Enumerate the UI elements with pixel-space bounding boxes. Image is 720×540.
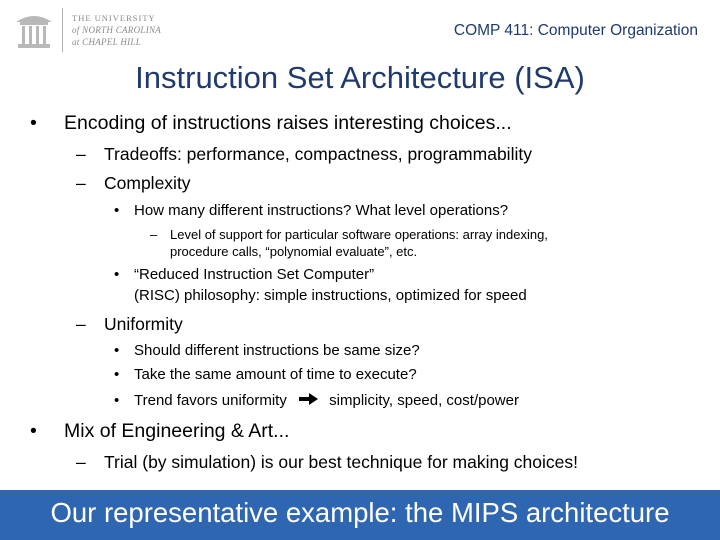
bullet-icon: • xyxy=(114,392,120,409)
dash-icon: – xyxy=(76,144,86,164)
sub-bullet-complexity xyxy=(76,173,191,194)
bullet-icon: • xyxy=(30,112,37,134)
bullet-icon: • xyxy=(114,266,120,283)
sub-bullet-tradeoffs xyxy=(76,144,532,165)
university-name xyxy=(72,12,161,48)
footer-text: Our representative example: the MIPS architecture xyxy=(50,497,670,528)
sub-bullet-uniformity xyxy=(76,314,183,335)
sub-sub-bullet-time xyxy=(114,366,417,383)
bullet-encoding xyxy=(30,112,512,135)
bullet-text: Should different instructions be same size? xyxy=(134,342,420,359)
old-well-icon xyxy=(10,8,58,52)
sub-sub-bullet-instructions xyxy=(114,202,508,219)
level-4-support-cont: procedure calls, “polynomial evaluate”, etc. xyxy=(170,244,418,259)
bullet-text: Complexity xyxy=(104,173,191,193)
course-title: COMP 411: Computer Organization xyxy=(453,22,698,39)
bullet-text: Mix of Engineering & Art... xyxy=(64,420,290,442)
bullet-text: How many different instructions? What level operations? xyxy=(134,202,509,219)
bullet-icon: • xyxy=(114,342,120,359)
right-arrow-icon xyxy=(297,392,321,406)
bullet-text: Take the same amount of time to execute? xyxy=(134,366,417,383)
bullet-text-2: simplicity, speed, cost/power xyxy=(329,392,519,409)
dash-icon: – xyxy=(150,227,158,242)
university-logo xyxy=(10,8,58,52)
sub-sub-bullet-size xyxy=(114,342,420,359)
bullet-text: Level of support for particular software operations: array indexing, xyxy=(170,227,548,242)
sub-sub-bullet-risc xyxy=(114,266,374,283)
bullet-text: Trial (by simulation) is our best technique for making choices! xyxy=(104,452,578,472)
bullet-mix xyxy=(30,420,289,443)
bullet-icon: • xyxy=(30,420,37,442)
level-4-support xyxy=(150,227,548,242)
logo-line-2: of NORTH CAROLINA xyxy=(72,25,162,35)
dash-icon: – xyxy=(76,452,86,472)
logo-line-1: THE UNIVERSITY xyxy=(72,13,156,23)
bullet-icon: • xyxy=(114,366,120,383)
risc-philosophy: (RISC) philosophy: simple instructions, optimized for speed xyxy=(134,287,527,304)
bullet-text: Tradeoffs: performance, compactness, programmability xyxy=(104,144,532,164)
dash-icon: – xyxy=(76,314,86,334)
slide-title: Instruction Set Architecture (ISA) xyxy=(135,60,585,95)
bullet-text: “Reduced Instruction Set Computer” xyxy=(134,266,375,283)
logo-divider xyxy=(62,8,63,52)
bullet-text: Uniformity xyxy=(104,314,183,334)
sub-sub-bullet-trend xyxy=(114,392,519,409)
bullet-text: Trend favors uniformity xyxy=(134,392,287,409)
bullet-text: Encoding of instructions raises interesting choices... xyxy=(64,112,512,134)
logo-line-3: at CHAPEL HILL xyxy=(72,37,142,47)
bullet-icon: • xyxy=(114,202,120,219)
dash-icon: – xyxy=(76,173,86,193)
sub-bullet-trial xyxy=(76,452,578,473)
